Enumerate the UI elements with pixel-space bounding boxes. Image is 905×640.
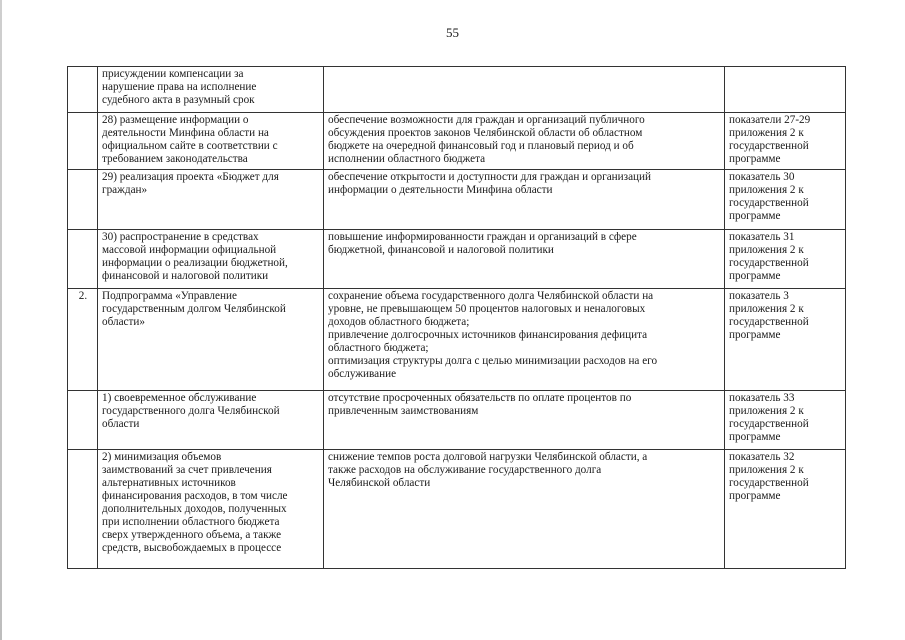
indicator-cell: показатель 31 приложения 2 к государственной программе — [725, 230, 846, 289]
table-row — [68, 170, 846, 230]
indicator-cell: показатель 32 приложения 2 к государственной программе — [725, 450, 846, 569]
row-number — [68, 67, 98, 113]
event-cell: присуждении компенсации за нарушение права на исполнение судебного акта в разумный срок — [98, 67, 324, 113]
page-number: 55 — [446, 25, 459, 40]
event-cell: 28) размещение информации о деятельности Минфина области на официальном сайте в соответствии с требованием законодательства — [98, 113, 324, 170]
row-number — [68, 230, 98, 289]
result-cell: отсутствие просроченных обязательств по оплате процентов по привлеченным заимствованиям — [324, 391, 725, 450]
row-number — [68, 450, 98, 569]
table-row — [68, 113, 846, 170]
row-number — [68, 170, 98, 230]
program-table — [67, 66, 846, 569]
table-row — [68, 450, 846, 569]
event-cell: 2) минимизация объемов заимствований за счет привлечения альтернативных источников финансирования расходов, в том числе дополнительных доходов, полученных при исполнении областного бюджета сверх утвержденного объема, а также средств, высвобождаемых в процессе — [98, 450, 324, 569]
result-cell: сохранение объема государственного долга Челябинской области на уровне, не превышающем 50 процентов налоговых и неналоговых доходов областного бюджета; привлечение долгосрочных источников финансирования дефицита областного бюджета; оптимизация структуры долга с целью минимизации расходов на его обслуживание — [324, 289, 725, 391]
result-cell: снижение темпов роста долговой нагрузки Челябинской области, а также расходов на обслуживание государственного долга Челябинской области — [324, 450, 725, 569]
table-row — [68, 230, 846, 289]
event-cell: Подпрограмма «Управление государственным долгом Челябинской области» — [98, 289, 324, 391]
event-cell: 1) своевременное обслуживание государственного долга Челябинской области — [98, 391, 324, 450]
event-cell: 30) распространение в средствах массовой информации официальной информации о реализации бюджетной, финансовой и налоговой политики — [98, 230, 324, 289]
row-number — [68, 113, 98, 170]
row-number — [68, 391, 98, 450]
result-cell: повышение информированности граждан и организаций в сфере бюджетной, финансовой и налоговой политики — [324, 230, 725, 289]
indicator-cell: показатель 30 приложения 2 к государственной программе — [725, 170, 846, 230]
indicator-cell: показатель 3 приложения 2 к государственной программе — [725, 289, 846, 391]
indicator-cell: показатель 33 приложения 2 к государственной программе — [725, 391, 846, 450]
table-row — [68, 289, 846, 391]
table-row — [68, 67, 846, 113]
result-cell: обеспечение возможности для граждан и организаций публичного обсуждения проектов законов Челябинской области об областном бюджете на очередной финансовый год и плановый период и об исполнении областного бюджета — [324, 113, 725, 170]
table-row — [68, 391, 846, 450]
scan-edge — [0, 0, 2, 640]
result-cell — [324, 67, 725, 113]
result-cell: обеспечение открытости и доступности для граждан и организаций информации о деятельности Минфина области — [324, 170, 725, 230]
indicator-cell — [725, 67, 846, 113]
event-cell: 29) реализация проекта «Бюджет для граждан» — [98, 170, 324, 230]
indicator-cell: показатели 27-29 приложения 2 к государственной программе — [725, 113, 846, 170]
row-number: 2. — [68, 289, 98, 391]
